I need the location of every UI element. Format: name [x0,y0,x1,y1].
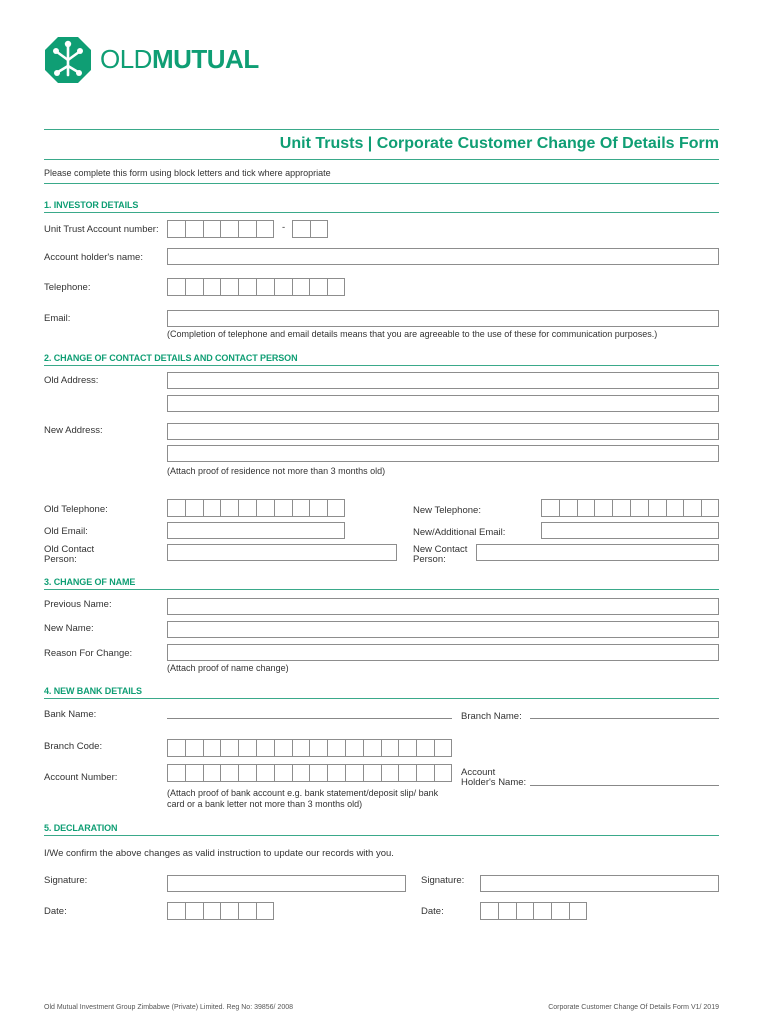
telephone-boxes[interactable] [167,278,345,296]
declaration-statement: I/We confirm the above changes as valid instruction to update our records with you. [44,848,394,859]
section-4-heading: 4. NEW BANK DETAILS [44,686,142,696]
branch-code-boxes[interactable] [167,739,452,757]
new-address-field-2[interactable] [167,445,719,462]
old-contact-label-line-1: Old Contact [44,544,95,555]
section-5-heading: 5. DECLARATION [44,823,118,833]
section-2-rule [44,365,719,366]
bank-name-line[interactable] [167,718,452,719]
brand-name-light: OLD [100,44,152,74]
old-contact-label [44,545,94,565]
section-1-note: (Completion of telephone and email details means that you are agreeable to the use of these for communication purposes.) [167,329,658,339]
section-4-rule [44,698,719,699]
old-mutual-emblem-icon [44,36,92,84]
old-address-field-2[interactable] [167,395,719,412]
holder-name-field[interactable] [167,248,719,265]
reason-label: Reason For Change: [44,648,133,659]
signature-1-field[interactable] [167,875,406,892]
old-email-field[interactable] [167,522,345,539]
form-title: Unit Trusts | Corporate Customer Change Of Details Form [279,135,719,152]
old-telephone-label: Old Telephone: [44,504,108,515]
telephone-label: Telephone: [44,282,91,293]
account-holder-line[interactable] [530,785,719,786]
old-address-field-1[interactable] [167,372,719,389]
title-rule-top [44,129,719,130]
brand-logo [44,36,284,84]
new-contact-label-line-1: New Contact [413,544,468,555]
email-label: Email: [44,313,71,324]
date-2-boxes[interactable] [480,902,587,920]
old-email-label: Old Email: [44,526,88,537]
section-3-heading: 3. CHANGE OF NAME [44,577,136,587]
footer-right: Corporate Customer Change Of Details Form V1/ 2019 [548,1004,719,1011]
new-email-label: New/Additional Email: [413,527,506,538]
account-number-label: Unit Trust Account number: [44,224,159,235]
new-address-field-1[interactable] [167,423,719,440]
new-telephone-label: New Telephone: [413,505,481,516]
bank-name-label: Bank Name: [44,709,97,720]
signature-1-label: Signature: [44,875,88,886]
new-name-field[interactable] [167,621,719,638]
old-contact-label-line-2: Person: [44,554,77,565]
instructions-rule [44,183,719,184]
new-contact-field[interactable] [476,544,719,561]
account-number-suffix-boxes[interactable] [292,220,328,238]
footer-left: Old Mutual Investment Group Zimbabwe (Private) Limited. Reg No: 39856/ 2008 [44,1004,294,1011]
new-contact-label [413,545,467,565]
old-address-label: Old Address: [44,375,99,386]
section-3-note: (Attach proof of name change) [167,663,289,673]
reason-field[interactable] [167,644,719,661]
bank-account-number-boxes[interactable] [167,764,452,782]
account-holder-label-line-1: Account [461,767,496,778]
account-number-boxes[interactable] [167,220,274,238]
date-1-label: Date: [44,906,67,917]
previous-name-field[interactable] [167,598,719,615]
holder-name-label: Account holder's name: [44,252,143,263]
old-telephone-boxes[interactable] [167,499,345,517]
account-holder-label-line-2: Holder's Name: [461,777,527,788]
email-field[interactable] [167,310,719,327]
new-address-label: New Address: [44,425,103,436]
branch-name-line[interactable] [530,718,719,719]
date-1-boxes[interactable] [167,902,274,920]
new-email-field[interactable] [541,522,719,539]
section-5-rule [44,835,719,836]
bank-account-number-label: Account Number: [44,772,118,783]
form-instructions: Please complete this form using block letters and tick where appropriate [44,168,331,178]
section-1-rule [44,212,719,213]
date-2-label: Date: [421,906,444,917]
section-2-note: (Attach proof of residence not more than 3 months old) [167,466,386,476]
signature-2-label: Signature: [421,875,465,886]
account-holder-label [461,768,526,788]
brand-name-bold: MUTUAL [151,44,259,74]
title-rule-bottom [44,159,719,160]
new-name-label: New Name: [44,623,94,634]
previous-name-label: Previous Name: [44,599,112,610]
section-4-note [167,788,438,809]
branch-name-label: Branch Name: [461,711,522,722]
section-1-heading: 1. INVESTOR DETAILS [44,200,139,210]
account-number-dash: - [282,222,286,233]
section-4-note-line-2: card or a bank letter not more than 3 months old) [167,798,363,809]
section-2-heading: 2. CHANGE OF CONTACT DETAILS AND CONTACT PERSON [44,353,298,363]
signature-2-field[interactable] [480,875,719,892]
new-contact-label-line-2: Person: [413,554,446,565]
new-telephone-boxes[interactable] [541,499,719,517]
section-4-note-line-1: (Attach proof of bank account e.g. bank statement/deposit slip/ bank [167,788,439,798]
old-contact-field[interactable] [167,544,397,561]
branch-code-label: Branch Code: [44,741,103,752]
section-3-rule [44,589,719,590]
